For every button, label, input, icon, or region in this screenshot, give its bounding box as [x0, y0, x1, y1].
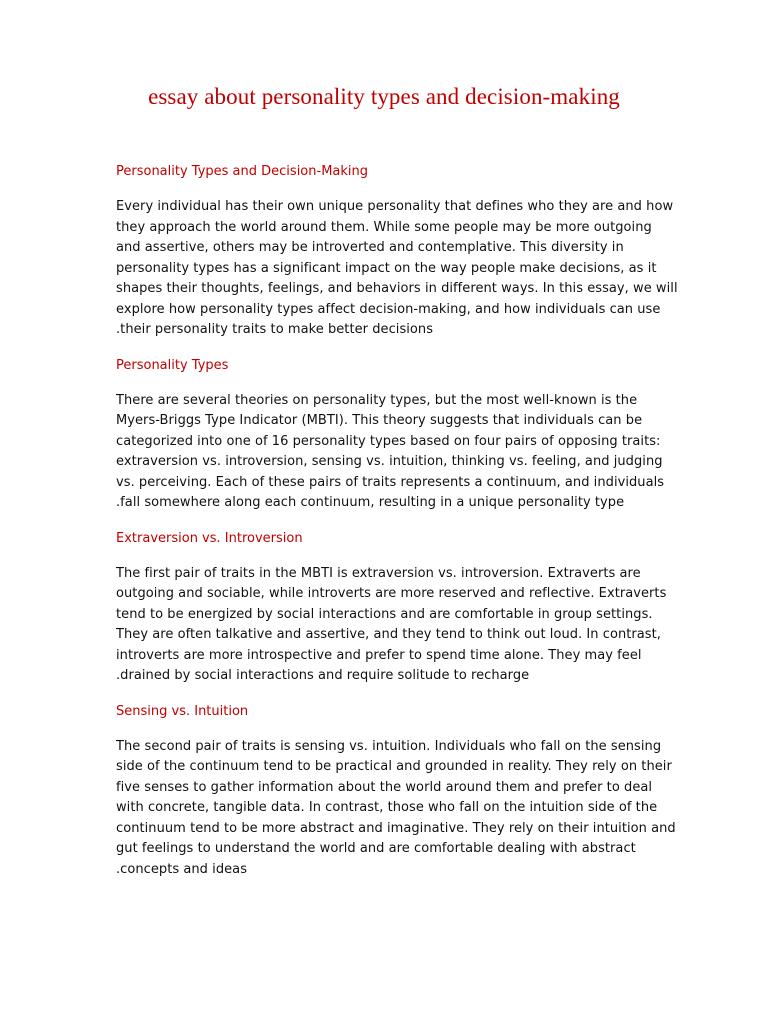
- text-line: They are often talkative and assertive, and they tend to think out loud. In contrast,: [116, 627, 661, 642]
- text-line: introverts are more introspective and prefer to spend time alone. They may feel: [116, 647, 642, 663]
- text-line: and assertive, others may be introverted and contemplative. This diversity in: [116, 240, 624, 255]
- text-line: shapes their thoughts, feelings, and behaviors in different ways. In this essay, we will: [116, 281, 678, 296]
- text-line: explore how personality types affect decision-making, and how individuals can use: [116, 301, 661, 317]
- text-line: tend to be energized by social interactions and are comfortable in group settings.: [116, 606, 653, 622]
- section-personality-types: [116, 354, 665, 514]
- text-line: with concrete, tangible data. In contrast, those who fall on the intuition side of the: [116, 800, 658, 815]
- text-line: .fall somewhere along each continuum, resulting in a unique personality type: [116, 495, 625, 510]
- text-line: outgoing and sociable, while introverts are more reserved and reflective. Extraverts: [116, 586, 667, 601]
- section-extraversion-vs-introversion: [116, 527, 667, 687]
- text-line: vs. perceiving. Each of these pairs of traits represents a continuum, and individuals: [116, 474, 665, 490]
- text-line: extraversion vs. introversion, sensing vs. intuition, thinking vs. feeling, and judging: [116, 454, 663, 469]
- section-personality-types-and-decision-making: [116, 160, 678, 341]
- paragraph: [116, 564, 667, 687]
- section-heading: Sensing vs. Intuition: [116, 703, 249, 719]
- text-line: continuum tend to be more abstract and imaginative. They rely on their intuition and: [116, 820, 676, 836]
- document-body: [116, 160, 678, 893]
- text-line: personality types has a significant impact on the way people make decisions, as it: [116, 260, 657, 276]
- section-heading: Personality Types and Decision-Making: [116, 164, 369, 179]
- text-line: they approach the world around them. While some people may be more outgoing: [116, 219, 652, 235]
- text-line: five senses to gather information about the world around them and prefer to deal: [116, 779, 653, 795]
- text-line: categorized into one of 16 personality types based on four pairs of opposing traits:: [116, 433, 661, 449]
- text-line: There are several theories on personality types, but the most well-known is the: [116, 392, 638, 408]
- text-line: .concepts and ideas: [116, 861, 248, 877]
- section-heading: Extraversion vs. Introversion: [116, 530, 303, 546]
- document-title: essay about personality types and decision-making: [148, 84, 620, 109]
- paragraph: [116, 737, 676, 881]
- text-line: side of the continuum tend to be practical and grounded in reality. They rely on their: [116, 759, 672, 774]
- text-line: .their personality traits to make better decisions: [116, 322, 434, 337]
- text-line: gut feelings to understand the world and are comfortable dealing with abstract: [116, 841, 636, 856]
- text-line: The first pair of traits in the MBTI is extraversion vs. introversion. Extraverts are: [116, 565, 641, 581]
- paragraph: [116, 391, 665, 514]
- section-sensing-vs-intuition: [116, 700, 676, 881]
- section-heading: Personality Types: [116, 357, 229, 373]
- text-line: The second pair of traits is sensing vs. intuition. Individuals who fall on the sensing: [116, 738, 662, 754]
- text-line: .drained by social interactions and require solitude to recharge: [116, 668, 530, 683]
- paragraph: [116, 197, 678, 341]
- text-line: Myers-Briggs Type Indicator (MBTI). This theory suggests that individuals can be: [116, 413, 643, 428]
- text-line: Every individual has their own unique personality that defines who they are and how: [116, 199, 674, 214]
